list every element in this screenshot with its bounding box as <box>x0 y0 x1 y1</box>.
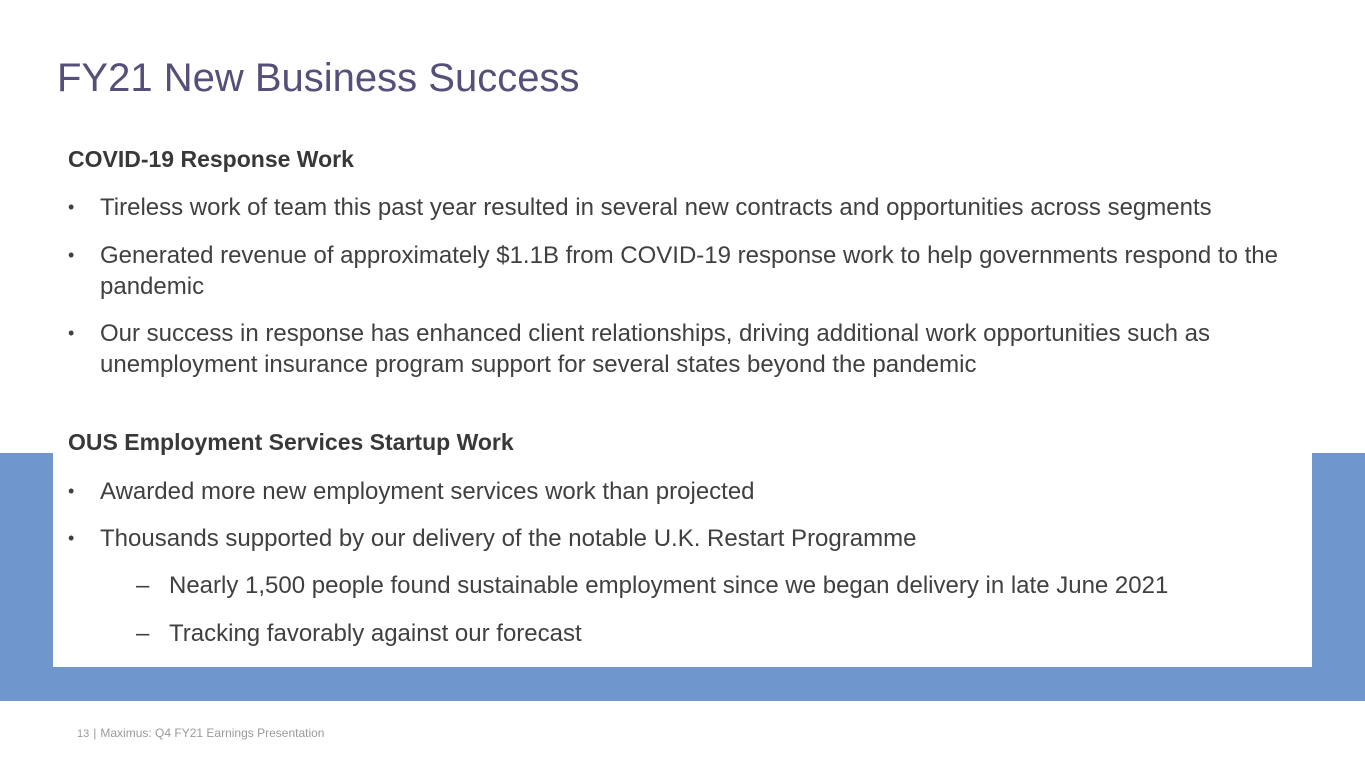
bullet-item: • Tireless work of team this past year resulted in several new contracts and opportunities across segments <box>68 194 1212 221</box>
section-heading-covid: COVID-19 Response Work <box>68 146 354 172</box>
footer-separator: | <box>93 726 97 740</box>
bullet-item: • Generated revenue of approximately $1.1B from COVID-19 response work to help governments respond to the pandemic <box>68 242 1278 300</box>
bullet-icon: • <box>68 481 75 501</box>
bullet-item: • Thousands supported by our delivery of the notable U.K. Restart Programme <box>68 525 917 552</box>
bullet-item: • Our success in response has enhanced client relationships, driving additional work opportunities such as unemployment insurance program support for several states beyond the pandemic <box>68 320 1210 378</box>
footer-text: Maximus: Q4 FY21 Earnings Presentation <box>100 726 325 740</box>
slide-title: FY21 New Business Success <box>57 56 580 100</box>
sub-bullet-item: – Tracking favorably against our forecast <box>136 620 582 647</box>
bullet-icon: • <box>68 528 75 548</box>
page-number: 13 <box>77 728 90 740</box>
dash-icon: – <box>136 572 150 599</box>
bullet-icon: • <box>68 245 75 265</box>
bullet-icon: • <box>68 323 75 343</box>
bullet-item: • Awarded more new employment services work than projected <box>68 478 755 505</box>
sub-bullet-item: – Nearly 1,500 people found sustainable employment since we began delivery in late June 2021 <box>136 572 1169 599</box>
bullet-icon: • <box>68 197 75 217</box>
section-heading-ous: OUS Employment Services Startup Work <box>68 429 514 455</box>
dash-icon: – <box>136 620 150 647</box>
slide-footer <box>77 726 324 740</box>
